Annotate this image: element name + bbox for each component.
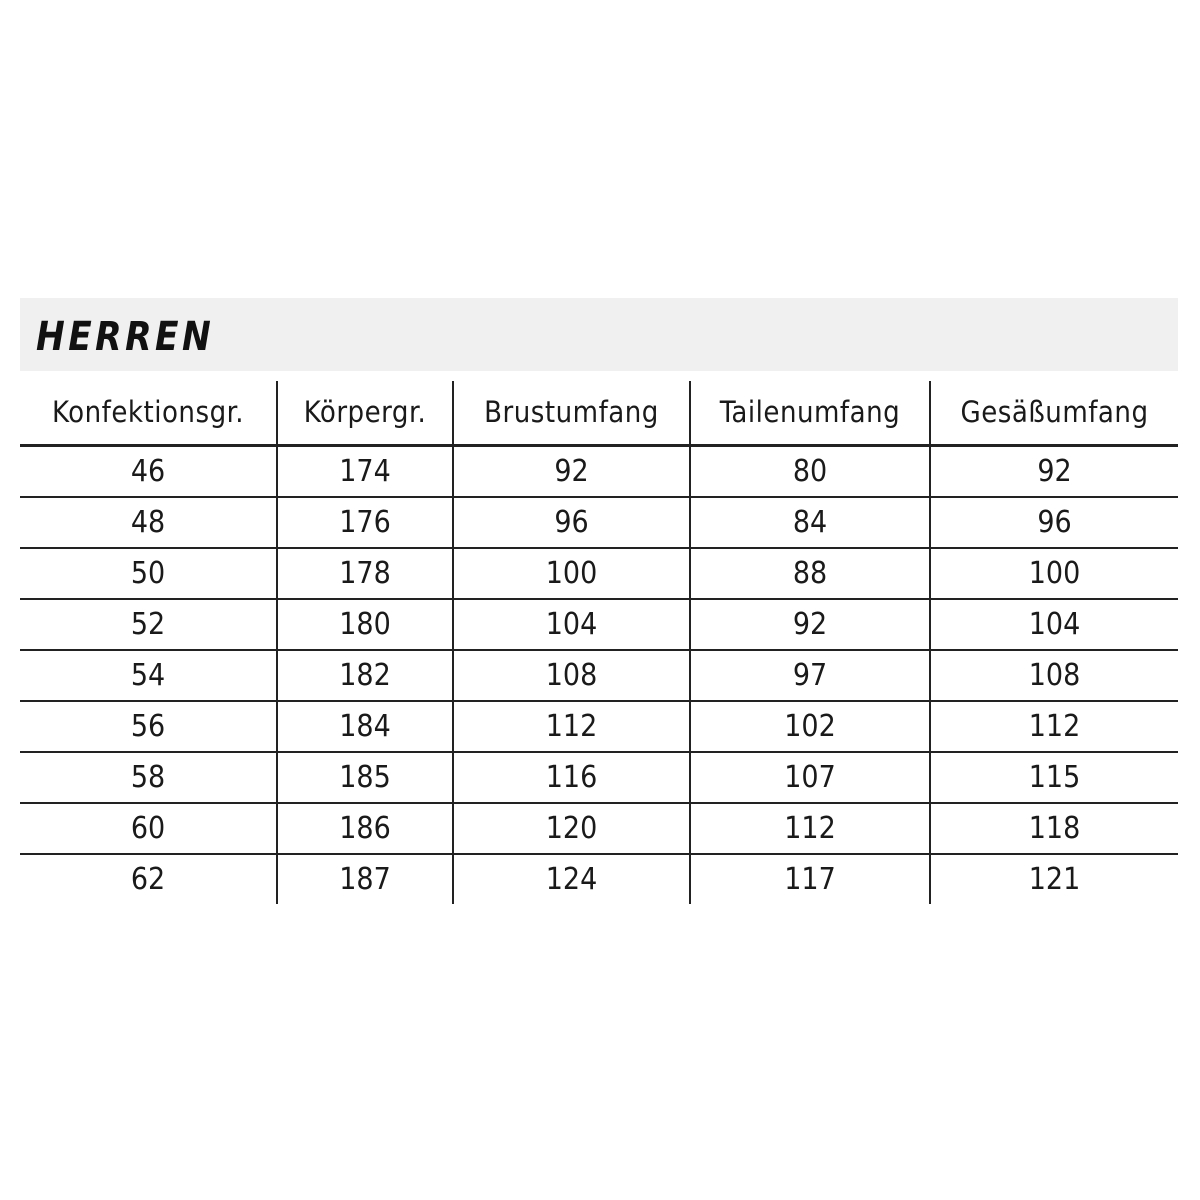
table-cell: 118 — [930, 803, 1178, 854]
table-cell: 182 — [277, 650, 453, 701]
table-cell: 54 — [20, 650, 277, 701]
table-cell: 112 — [930, 701, 1178, 752]
table-row — [20, 497, 1178, 548]
table-cell: 97 — [690, 650, 930, 701]
table-cell: 52 — [20, 599, 277, 650]
table-cell: 100 — [930, 548, 1178, 599]
table-cell: 184 — [277, 701, 453, 752]
table-row — [20, 650, 1178, 701]
table-cell: 120 — [453, 803, 690, 854]
table-cell: 124 — [453, 854, 690, 904]
table-row — [20, 803, 1178, 854]
table-cell: 80 — [690, 446, 930, 498]
table-cell: 185 — [277, 752, 453, 803]
table-cell: 186 — [277, 803, 453, 854]
table-cell: 92 — [690, 599, 930, 650]
table-row — [20, 599, 1178, 650]
table-cell: 121 — [930, 854, 1178, 904]
header-row — [20, 381, 1178, 446]
size-table — [20, 381, 1178, 904]
table-cell: 108 — [930, 650, 1178, 701]
size-chart — [20, 298, 1178, 904]
header-konfektionsgroesse: Konfektionsgr. — [20, 381, 277, 446]
table-cell: 48 — [20, 497, 277, 548]
table-cell: 187 — [277, 854, 453, 904]
table-row — [20, 854, 1178, 904]
table-cell: 116 — [453, 752, 690, 803]
table-cell: 96 — [930, 497, 1178, 548]
table-cell: 178 — [277, 548, 453, 599]
title-bar — [20, 298, 1178, 371]
table-cell: 117 — [690, 854, 930, 904]
table-cell: 88 — [690, 548, 930, 599]
table-cell: 96 — [453, 497, 690, 548]
table-cell: 92 — [453, 446, 690, 498]
chart-title: HERREN — [36, 313, 215, 360]
table-cell: 58 — [20, 752, 277, 803]
table-row — [20, 752, 1178, 803]
table-cell: 62 — [20, 854, 277, 904]
table-cell: 84 — [690, 497, 930, 548]
table-cell: 100 — [453, 548, 690, 599]
table-cell: 107 — [690, 752, 930, 803]
table-cell: 104 — [453, 599, 690, 650]
table-cell: 46 — [130, 454, 166, 489]
table-cell: 176 — [277, 497, 453, 548]
table-row — [20, 701, 1178, 752]
header-tailenumfang: Tailenumfang — [690, 381, 930, 446]
header-brustumfang: Brustumfang — [453, 381, 690, 446]
table-cell: 50 — [20, 548, 277, 599]
table-row — [20, 446, 1178, 498]
table-cell: 56 — [20, 701, 277, 752]
table-cell: 102 — [690, 701, 930, 752]
table-cell: 92 — [930, 446, 1178, 498]
table-cell: 174 — [277, 446, 453, 498]
header-gesaessumfang: Gesäßumfang — [930, 381, 1178, 446]
table-cell: 180 — [277, 599, 453, 650]
table-cell: 108 — [453, 650, 690, 701]
table-row — [20, 548, 1178, 599]
table-cell: 112 — [453, 701, 690, 752]
table-cell: 104 — [930, 599, 1178, 650]
header-koerpergroesse: Körpergr. — [277, 381, 453, 446]
table-cell: 112 — [690, 803, 930, 854]
table-cell: 115 — [930, 752, 1178, 803]
table-cell: 60 — [20, 803, 277, 854]
